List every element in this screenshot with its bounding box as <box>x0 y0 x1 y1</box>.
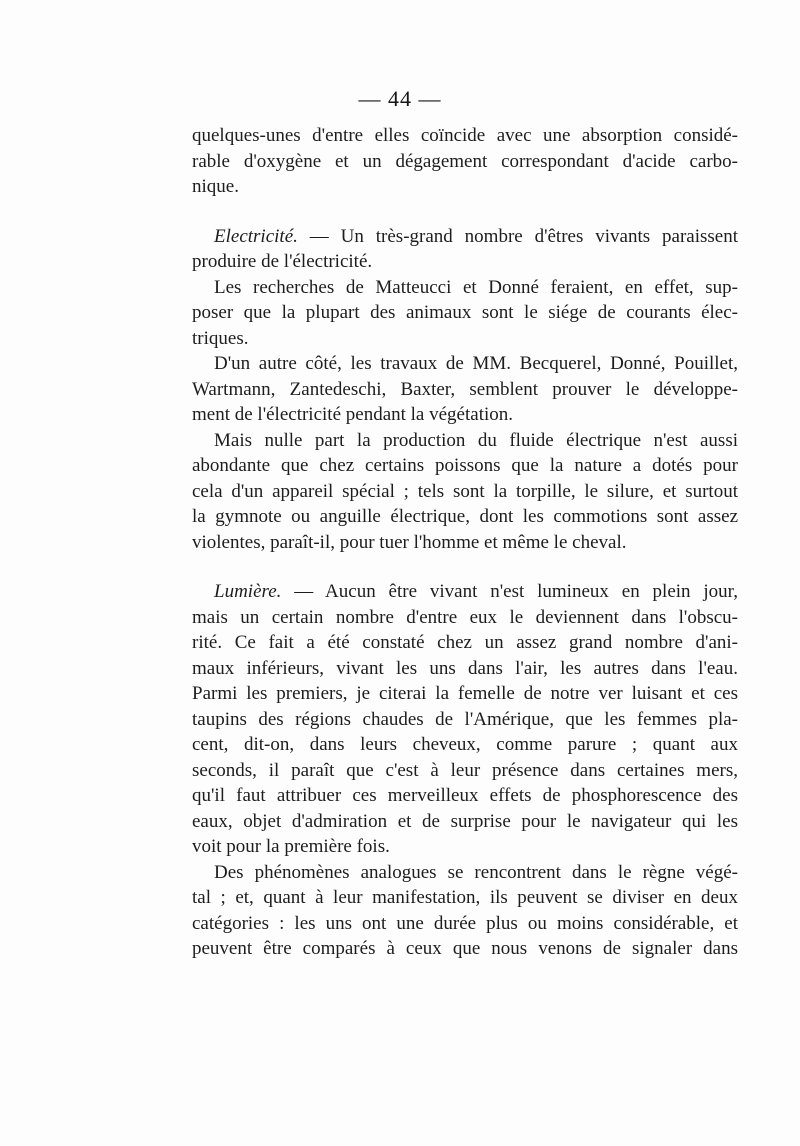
text-line: quelques-unes d'entre elles coïncide avec une absorption considé- <box>192 125 738 146</box>
paragraph <box>192 860 738 962</box>
text-line: eaux, objet d'admiration et de surprise pour le navigateur qui les <box>192 810 738 832</box>
text-line: seconds, il paraît que c'est à leur présence dans certaines mers, <box>192 759 738 781</box>
text-line: rité. Ce fait a été constaté chez un assez grand nombre d'ani- <box>192 632 738 653</box>
text-line: Wartmann, Zantedeschi, Baxter, semblent prouver le développe- <box>192 378 738 400</box>
text-line: abondante que chez certains poissons que la nature a dotés pour <box>192 455 738 476</box>
text-line: produire de l'électricité. <box>192 251 373 272</box>
text-line: rable d'oxygène et un dégagement correspondant d'acide carbo- <box>192 150 738 172</box>
text-line: cela d'un appareil spécial ; tels sont la torpille, le silure, et surtout <box>192 480 738 502</box>
text-line: mais un certain nombre d'entre eux le deviennent dans l'obscu- <box>192 606 738 628</box>
paragraph <box>192 275 738 352</box>
text-line: voit pour la première fois. <box>192 836 390 857</box>
text-line: catégories : les uns ont une durée plus ou moins considérable, et <box>192 912 738 934</box>
text-line: la gymnote ou anguille électrique, dont les commotions sont assez <box>192 506 738 527</box>
text-line: cent, dit-on, dans leurs cheveux, comme parure ; quant aux <box>192 734 738 755</box>
page-number: — 44 — <box>358 86 442 111</box>
text-line: poser que la plupart des animaux sont le siége de courants élec- <box>192 302 738 323</box>
text-line: maux inférieurs, vivant les uns dans l'air, les autres dans l'eau. <box>192 657 738 679</box>
text-line <box>192 579 738 605</box>
text-line: triques. <box>192 327 249 349</box>
text-line: peuvent être comparés à ceux que nous venons de signaler dans <box>192 938 738 959</box>
paragraph <box>192 428 738 556</box>
section-heading-electricite: Electricité. <box>214 225 298 247</box>
text-line: ment de l'électricité pendant la végétation. <box>192 404 514 425</box>
text-line: qu'il faut attribuer ces merveilleux effets de phosphorescence des <box>192 785 738 806</box>
paragraph <box>192 123 738 200</box>
paragraph <box>192 351 738 428</box>
section-gap <box>192 555 738 579</box>
text-line: violentes, paraît-il, pour tuer l'homme et même le cheval. <box>192 531 627 553</box>
text-line: Des phénomènes analogues se rencontrent dans le règne végé- <box>214 861 738 883</box>
text-fragment: — Un très-grand nombre d'êtres vivants paraissent <box>297 225 738 247</box>
text-line: Parmi les premiers, je citerai la femelle de notre ver luisant et ces <box>192 683 738 704</box>
text-line <box>192 224 738 250</box>
text-line: tal ; et, quant à leur manifestation, ils peuvent se diviser en deux <box>192 887 738 908</box>
text-line: nique. <box>192 176 239 197</box>
paragraph <box>192 224 738 275</box>
section-heading-lumiere: Lumière. <box>214 581 282 602</box>
section-gap <box>192 200 738 224</box>
text-line: D'un autre côté, les travaux de MM. Becquerel, Donné, Pouillet, <box>214 353 738 374</box>
text-line: taupins des régions chaudes de l'Amérique, que les femmes pla- <box>192 708 738 730</box>
body-text <box>192 123 738 962</box>
text-fragment: — Aucun être vivant n'est lumineux en plein jour, <box>281 581 738 602</box>
paragraph <box>192 579 738 860</box>
text-line: Les recherches de Matteucci et Donné feraient, en effet, sup- <box>214 276 738 298</box>
text-line: Mais nulle part la production du fluide électrique n'est aussi <box>214 429 738 451</box>
